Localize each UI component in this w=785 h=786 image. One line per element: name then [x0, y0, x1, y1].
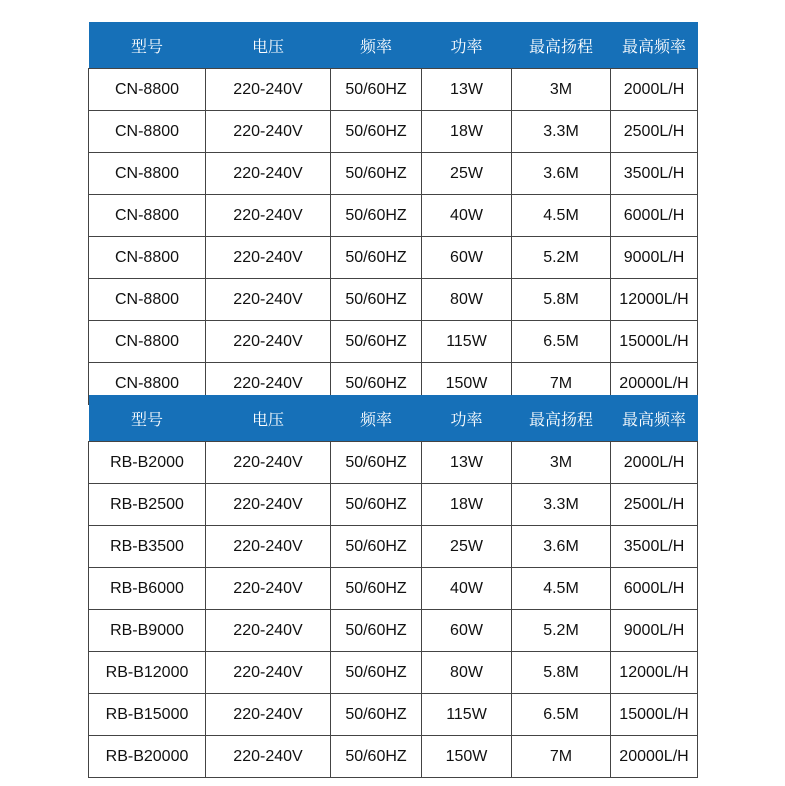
table-cell: 220-240V	[206, 736, 331, 778]
table-cell: 60W	[422, 610, 512, 652]
table-row	[89, 69, 698, 111]
table-cell: RB-B6000	[89, 568, 206, 610]
table-cell: 3.3M	[512, 484, 611, 526]
table-cell: 150W	[422, 363, 512, 405]
table-cell: 50/60HZ	[331, 442, 422, 484]
table-cell: CN-8800	[89, 153, 206, 195]
table-cell: 50/60HZ	[331, 363, 422, 405]
table-cell: 2500L/H	[611, 111, 698, 153]
table-row	[89, 568, 698, 610]
table-row	[89, 279, 698, 321]
table-cell: 3500L/H	[611, 526, 698, 568]
table-cell: 40W	[422, 195, 512, 237]
column-header: 功率	[422, 395, 512, 442]
table-cell: RB-B2000	[89, 442, 206, 484]
column-header: 电压	[206, 395, 331, 442]
table-row	[89, 153, 698, 195]
table-cell: 6.5M	[512, 321, 611, 363]
table-cell: 9000L/H	[611, 610, 698, 652]
table-cell: RB-B15000	[89, 694, 206, 736]
table-cell: 220-240V	[206, 69, 331, 111]
table-row	[89, 111, 698, 153]
table-cell: CN-8800	[89, 69, 206, 111]
table-cell: 220-240V	[206, 442, 331, 484]
table-cell: 220-240V	[206, 568, 331, 610]
table-cell: 9000L/H	[611, 237, 698, 279]
column-header: 最高频率	[611, 22, 698, 69]
table-cell: 50/60HZ	[331, 736, 422, 778]
table-cell: 18W	[422, 484, 512, 526]
table-cell: CN-8800	[89, 363, 206, 405]
column-header: 型号	[89, 395, 206, 442]
table-cell: 220-240V	[206, 279, 331, 321]
table-cell: CN-8800	[89, 111, 206, 153]
column-header: 最高扬程	[512, 395, 611, 442]
table-row	[89, 610, 698, 652]
table-cell: 3M	[512, 442, 611, 484]
table-cell: 2500L/H	[611, 484, 698, 526]
table-cell: 2000L/H	[611, 442, 698, 484]
table-cell: 220-240V	[206, 694, 331, 736]
table-cell: 50/60HZ	[331, 484, 422, 526]
table-cell: 5.8M	[512, 652, 611, 694]
table-cell: 80W	[422, 279, 512, 321]
table-cell: 20000L/H	[611, 363, 698, 405]
table-cell: 50/60HZ	[331, 153, 422, 195]
table-cell: 15000L/H	[611, 321, 698, 363]
table-cell: 2000L/H	[611, 69, 698, 111]
table-cell: RB-B12000	[89, 652, 206, 694]
table-row	[89, 526, 698, 568]
column-header: 频率	[331, 395, 422, 442]
table-cell: RB-B2500	[89, 484, 206, 526]
table-cell: 220-240V	[206, 321, 331, 363]
table-cell: 220-240V	[206, 237, 331, 279]
table-cell: 220-240V	[206, 652, 331, 694]
table-cell: RB-B20000	[89, 736, 206, 778]
table-row	[89, 484, 698, 526]
table-cell: 6000L/H	[611, 195, 698, 237]
column-header: 最高频率	[611, 395, 698, 442]
table-cell: CN-8800	[89, 237, 206, 279]
table-cell: 7M	[512, 736, 611, 778]
table-row	[89, 652, 698, 694]
table-row	[89, 736, 698, 778]
table-cell: 20000L/H	[611, 736, 698, 778]
table-cell: 3.6M	[512, 526, 611, 568]
table-cell: RB-B3500	[89, 526, 206, 568]
table-cell: 40W	[422, 568, 512, 610]
table-cell: 12000L/H	[611, 652, 698, 694]
table-cell: 25W	[422, 153, 512, 195]
table-cell: 3M	[512, 69, 611, 111]
table-cell: 25W	[422, 526, 512, 568]
table-cell: 5.2M	[512, 237, 611, 279]
table-cell: 220-240V	[206, 111, 331, 153]
table-cell: 6.5M	[512, 694, 611, 736]
header-row	[89, 22, 698, 69]
table-cell: 4.5M	[512, 195, 611, 237]
column-header: 电压	[206, 22, 331, 69]
table-cell: 50/60HZ	[331, 321, 422, 363]
table-cell: 5.8M	[512, 279, 611, 321]
table-cell: 150W	[422, 736, 512, 778]
table-row	[89, 321, 698, 363]
table-cell: 15000L/H	[611, 694, 698, 736]
header-row	[89, 395, 698, 442]
table-cell: 50/60HZ	[331, 568, 422, 610]
table-cell: RB-B9000	[89, 610, 206, 652]
table-cell: 220-240V	[206, 610, 331, 652]
table-cell: 50/60HZ	[331, 195, 422, 237]
table-cell: 6000L/H	[611, 568, 698, 610]
table-cell: 115W	[422, 321, 512, 363]
spec-table-rb	[88, 395, 698, 778]
table-cell: 220-240V	[206, 195, 331, 237]
table-cell: 50/60HZ	[331, 526, 422, 568]
table-cell: 50/60HZ	[331, 69, 422, 111]
table-cell: 50/60HZ	[331, 237, 422, 279]
table-cell: 5.2M	[512, 610, 611, 652]
spec-table-cn	[88, 22, 698, 405]
table-cell: 220-240V	[206, 526, 331, 568]
table-cell: 18W	[422, 111, 512, 153]
table-cell: 80W	[422, 652, 512, 694]
table-cell: 60W	[422, 237, 512, 279]
table-cell: 220-240V	[206, 363, 331, 405]
table-cell: 3.6M	[512, 153, 611, 195]
table-cell: 220-240V	[206, 484, 331, 526]
table-cell: 50/60HZ	[331, 610, 422, 652]
table-cell: 50/60HZ	[331, 694, 422, 736]
column-header: 最高扬程	[512, 22, 611, 69]
table-cell: 4.5M	[512, 568, 611, 610]
table-row	[89, 195, 698, 237]
table-cell: 50/60HZ	[331, 652, 422, 694]
table-cell: 50/60HZ	[331, 111, 422, 153]
column-header: 功率	[422, 22, 512, 69]
table-cell: CN-8800	[89, 195, 206, 237]
column-header: 型号	[89, 22, 206, 69]
table-cell: 7M	[512, 363, 611, 405]
table-cell: CN-8800	[89, 279, 206, 321]
table-cell: 12000L/H	[611, 279, 698, 321]
table-cell: 3500L/H	[611, 153, 698, 195]
table-cell: 13W	[422, 69, 512, 111]
table-cell: 13W	[422, 442, 512, 484]
table-cell: CN-8800	[89, 321, 206, 363]
table-cell: 115W	[422, 694, 512, 736]
table-row	[89, 694, 698, 736]
column-header: 频率	[331, 22, 422, 69]
table-row	[89, 237, 698, 279]
table-cell: 220-240V	[206, 153, 331, 195]
table-row	[89, 442, 698, 484]
table-cell: 50/60HZ	[331, 279, 422, 321]
table-cell: 3.3M	[512, 111, 611, 153]
